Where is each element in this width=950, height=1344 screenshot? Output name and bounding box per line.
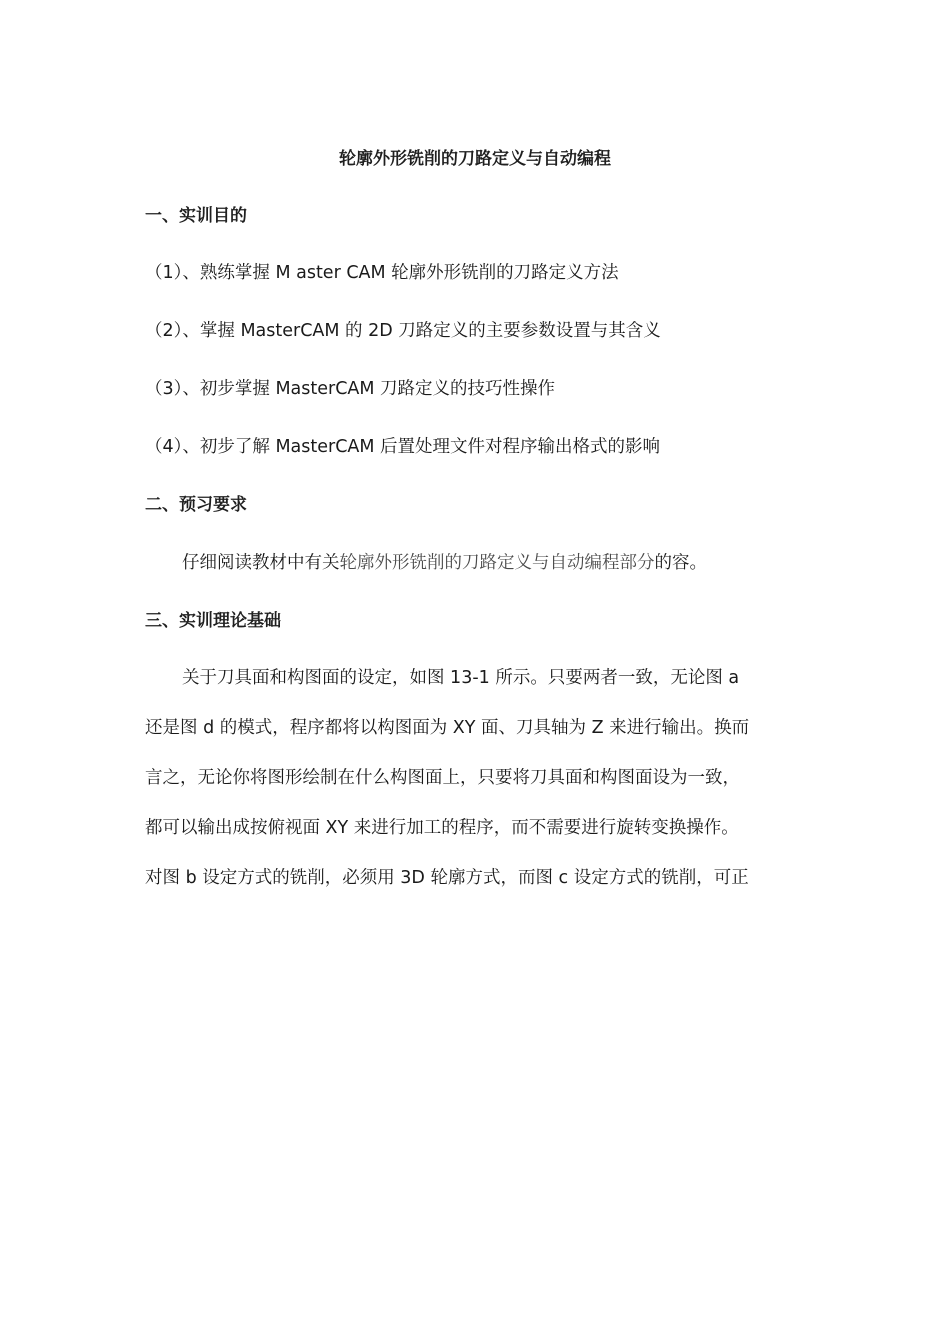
section-heading-theory: 三、实训理论基础	[145, 611, 281, 631]
objective-item-1: （1）、熟练掌握 M aster CAM 轮廓外形铣削的刀路定义方法	[145, 263, 619, 283]
theory-line-2: 还是图 d 的模式，程序都将以构图面为 XY 面、刀具轴为 Z 来进行输出。换而	[145, 718, 750, 738]
preview-text-prefix: 仔细阅读教材中有关	[182, 553, 340, 573]
theory-line-1: 关于刀具面和构图面的设定，如图 13-1 所示。只要两者一致，无论图 a	[182, 668, 740, 688]
preview-text-suffix: 的容。	[654, 553, 707, 573]
section-heading-objectives: 一、实训目的	[145, 206, 247, 226]
theory-line-4: 都可以输出成按俯视面 XY 来进行加工的程序，而不需要进行旋转变换操作。	[145, 818, 739, 838]
theory-line-5: 对图 b 设定方式的铣削，必须用 3D 轮廓方式，而图 c 设定方式的铣削，可正	[145, 868, 749, 888]
objective-item-3: （3）、初步掌握 MasterCAM 刀路定义的技巧性操作	[145, 379, 556, 399]
preview-text-highlight: 轮廓外形铣削的刀路定义与自动编程部分	[339, 553, 655, 573]
objective-item-4: （4）、初步了解 MasterCAM 后置处理文件对程序输出格式的影响	[145, 437, 661, 457]
section-heading-preview: 二、预习要求	[145, 495, 247, 515]
objective-item-2: （2）、掌握 MasterCAM 的 2D 刀路定义的主要参数设置与其含义	[145, 321, 661, 341]
document-title: 轮廓外形铣削的刀路定义与自动编程	[339, 149, 611, 169]
theory-line-3: 言之，无论你将图形绘制在什么构图面上，只要将刀具面和构图面设为一致，	[145, 768, 740, 788]
preview-paragraph	[182, 551, 707, 575]
